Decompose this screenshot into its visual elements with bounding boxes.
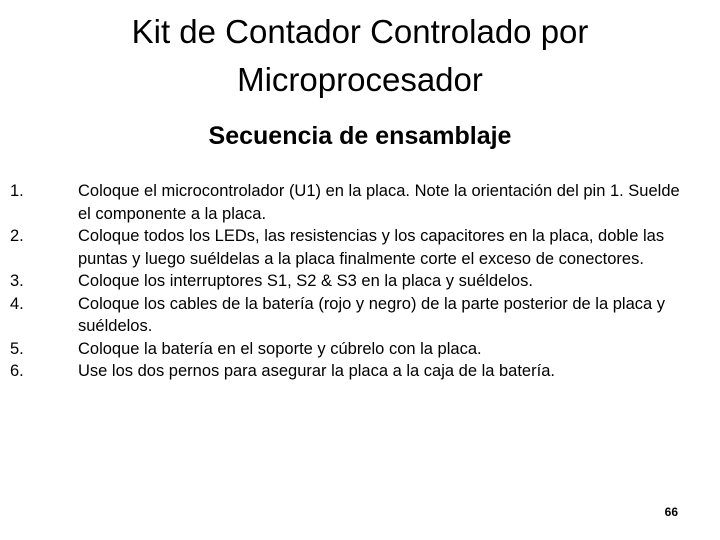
step-text: Coloque los cables de la batería (rojo y negro) de la parte posterior de la placa y suéldelos. xyxy=(78,294,666,335)
step-item-3 xyxy=(10,270,690,293)
step-number: 6. xyxy=(10,362,24,380)
assembly-steps-list xyxy=(10,180,690,383)
step-item-2 xyxy=(10,225,690,270)
step-number: 1. xyxy=(10,182,24,200)
step-number: 3. xyxy=(10,272,24,290)
step-item-4 xyxy=(10,293,690,338)
step-number: 2. xyxy=(10,227,24,245)
step-item-5 xyxy=(10,338,690,361)
step-text: Coloque los interruptores S1, S2 & S3 en la placa y suéldelos. xyxy=(78,272,533,290)
step-text: Coloque el microcontrolador (U1) en la placa. Note la orientación del pin 1. Suelde el componente a la placa. xyxy=(78,182,680,223)
step-number: 5. xyxy=(10,339,24,358)
step-text: Use los dos pernos para asegurar la placa a la caja de la batería. xyxy=(78,362,555,380)
title-line-1: Kit de Contador Controlado por xyxy=(131,13,589,50)
step-item-6 xyxy=(10,360,690,383)
step-text: Coloque la batería en el soporte y cúbrelo con la placa. xyxy=(78,339,482,358)
slide-title xyxy=(40,8,680,104)
slide-subtitle: Secuencia de ensamblaje xyxy=(208,122,512,150)
step-text: Coloque todos los LEDs, las resistencias y los capacitores en la placa, doble las puntas y luego suéldelas a la placa finalmente corte el exceso de conectores. xyxy=(78,227,665,268)
title-line-2: Microprocesador xyxy=(237,61,483,98)
step-number: 4. xyxy=(10,294,24,313)
step-item-1 xyxy=(10,180,690,225)
page-number: 66 xyxy=(664,505,678,519)
